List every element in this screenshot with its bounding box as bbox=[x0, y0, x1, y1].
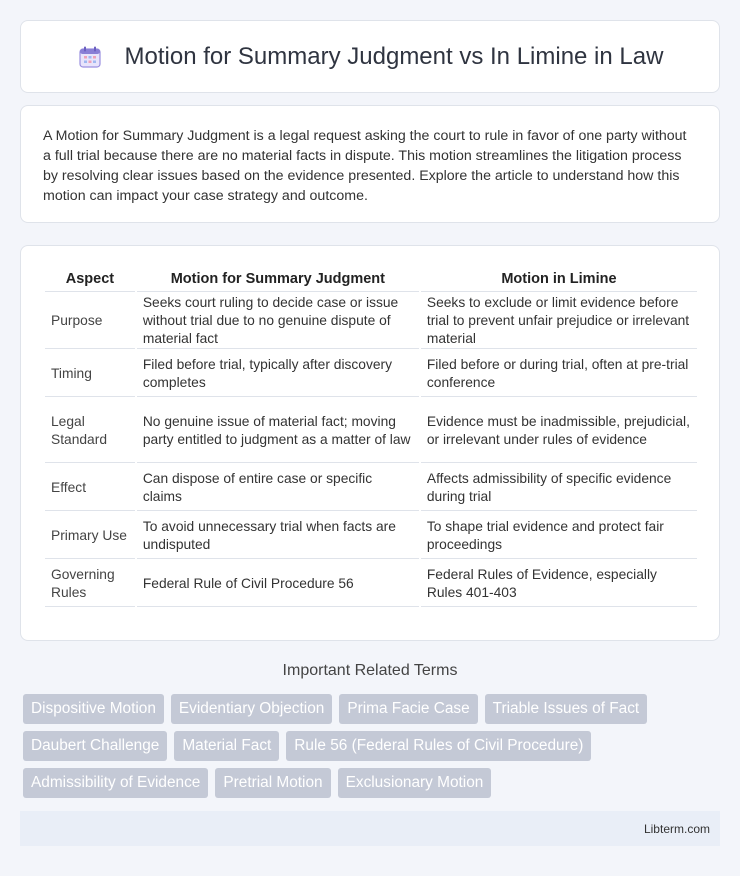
row-in-limine: Federal Rules of Evidence, especially Rules 401-403 bbox=[421, 561, 697, 607]
row-summary-judgment: To avoid unnecessary trial when facts are undisputed bbox=[137, 513, 419, 559]
table-row bbox=[45, 294, 697, 349]
row-aspect: Purpose bbox=[45, 294, 135, 349]
related-term-tag[interactable]: Exclusionary Motion bbox=[338, 768, 492, 798]
related-term-tag[interactable]: Daubert Challenge bbox=[23, 731, 167, 761]
related-term-tag[interactable]: Evidentiary Objection bbox=[171, 694, 332, 724]
comparison-card bbox=[20, 245, 720, 641]
row-in-limine: To shape trial evidence and protect fair proceedings bbox=[421, 513, 697, 559]
row-summary-judgment: Federal Rule of Civil Procedure 56 bbox=[137, 561, 419, 607]
related-term-tag[interactable]: Admissibility of Evidence bbox=[23, 768, 208, 798]
related-term-tag[interactable]: Pretrial Motion bbox=[215, 768, 330, 798]
intro-paragraph: A Motion for Summary Judgment is a legal request asking the court to rule in favor of one party without a full trial because there are no material facts in dispute. This motion streamlines the litigation process by resolving clear issues based on the evidence presented. Explore the article to understand how this motion can impact your case strategy and outcome. bbox=[43, 128, 687, 204]
row-summary-judgment: Can dispose of entire case or specific claims bbox=[137, 465, 419, 511]
footer bbox=[20, 811, 720, 846]
header-in-limine: Motion in Limine bbox=[421, 268, 697, 292]
row-aspect: Timing bbox=[45, 351, 135, 397]
page-title: Motion for Summary Judgment vs In Limine in Law bbox=[124, 42, 664, 70]
row-summary-judgment: No genuine issue of material fact; moving party entitled to judgment as a matter of law bbox=[137, 399, 419, 463]
table-row bbox=[45, 399, 697, 463]
row-aspect: Primary Use bbox=[45, 513, 135, 559]
table-row bbox=[45, 513, 697, 559]
calendar-icon bbox=[77, 44, 103, 70]
row-summary-judgment: Filed before trial, typically after discovery completes bbox=[137, 351, 419, 397]
title-card bbox=[20, 20, 720, 93]
comparison-table bbox=[43, 266, 699, 609]
row-summary-judgment: Seeks court ruling to decide case or issue without trial due to no genuine dispute of material fact bbox=[137, 294, 419, 349]
header-aspect: Aspect bbox=[45, 268, 135, 292]
table-row bbox=[45, 561, 697, 607]
related-term-tag[interactable]: Material Fact bbox=[174, 731, 279, 761]
row-in-limine: Affects admissibility of specific evidence during trial bbox=[421, 465, 697, 511]
row-aspect: Effect bbox=[45, 465, 135, 511]
footer-site-link[interactable]: Libterm.com bbox=[643, 821, 710, 836]
table-header-row bbox=[45, 268, 697, 292]
related-term-tag[interactable]: Triable Issues of Fact bbox=[485, 694, 648, 724]
table-row bbox=[45, 351, 697, 397]
related-term-tag[interactable]: Prima Facie Case bbox=[339, 694, 477, 724]
row-in-limine: Evidence must be inadmissible, prejudicial, or irrelevant under rules of evidence bbox=[421, 399, 697, 463]
intro-card bbox=[20, 105, 720, 223]
row-in-limine: Seeks to exclude or limit evidence before trial to prevent unfair prejudice or irrelevant material bbox=[421, 294, 697, 349]
row-in-limine: Filed before or during trial, often at pre-trial conference bbox=[421, 351, 697, 397]
header-summary-judgment: Motion for Summary Judgment bbox=[137, 268, 419, 292]
related-term-tag[interactable]: Dispositive Motion bbox=[23, 694, 164, 724]
row-aspect: Legal Standard bbox=[45, 399, 135, 463]
related-terms-heading: Important Related Terms bbox=[282, 662, 458, 679]
related-term-tag[interactable]: Rule 56 (Federal Rules of Civil Procedure) bbox=[286, 731, 591, 761]
row-aspect: Governing Rules bbox=[45, 561, 135, 607]
related-terms-list bbox=[23, 694, 723, 798]
table-row bbox=[45, 465, 697, 511]
